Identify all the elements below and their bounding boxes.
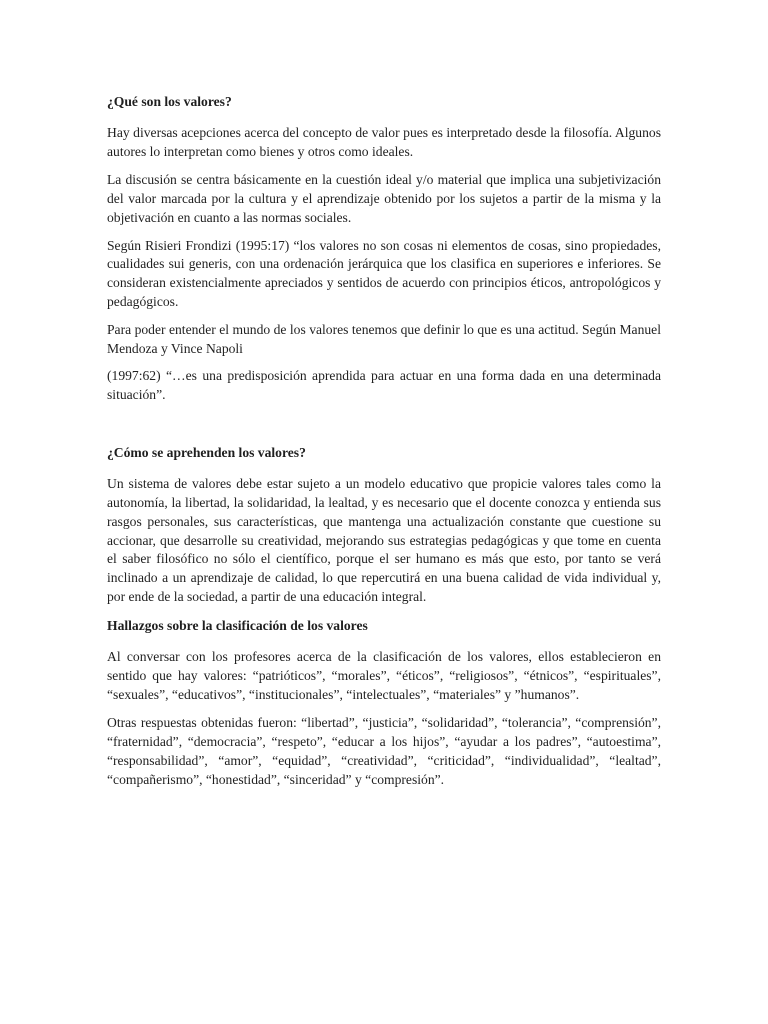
section-como-se-aprehenden: [107, 443, 661, 607]
section-que-son-los-valores: [107, 92, 661, 405]
blank-line: [107, 414, 661, 443]
paragraph: Al conversar con los profesores acerca de la clasificación de los valores, ellos establecieron en sentido que hay valores: “patrióticos”, “morales”, “éticos”, “religiosos”, “étnicos”, “espirituales”, “sexuales”, “educativos”, “institucionales”, “intelectuales”, “materiales” y ”humanos”.: [107, 649, 661, 702]
paragraph: Un sistema de valores debe estar sujeto a un modelo educativo que propicie valores tales como la autonomía, la libertad, la solidaridad, la lealtad, y es necesario que el docente conozca y entienda sus rasgos personales, sus características, que mantenga una actualización constante que cuestione su accionar, que desarrolle su creatividad, mejorando sus estrategias pedagógicas y que tome en cuenta el saber filosófico no sólo el científico, porque el ser humano es más que esto, por tanto se verá inclinado a un aprendizaje de calidad, lo que repercutirá en una buena calidad de vida individual y, por ende de la sociedad, a partir de una educación integral.: [107, 475, 661, 605]
paragraph: Según Risieri Frondizi (1995:17) “los valores no son cosas ni elementos de cosas, sino propiedades, cualidades sui generis, con una ordenación jerárquica que los clasifica en superiores e inferiores. Se consideran existencialmente apreciados y sentidos de acuerdo con principios éticos, antropológicos y pedagógicos.: [107, 237, 661, 310]
paragraph: Otras respuestas obtenidas fueron: “libertad”, “justicia”, “solidaridad”, “tolerancia”, “comprensión”, “fraternidad”, “democracia”, “respeto”, “educar a los hijos”, “ayudar a los padres”, “autoestima”, “responsabilidad”, “amor”, “equidad”, “creatividad”, “criticidad”, “individualidad”, “lealtad”, “compañerismo”, “honestidad”, “sinceridad” y “compresión”.: [107, 714, 661, 787]
section-heading: Hallazgos sobre la clasificación de los valores: [107, 618, 368, 634]
paragraph: La discusión se centra básicamente en la cuestión ideal y/o material que implica una subjetivización del valor marcada por la cultura y el aprendizaje obtenido por los sujetos a partir de la misma y la objetivación en cuanto a las normas sociales.: [107, 171, 661, 225]
paragraph: Para poder entender el mundo de los valores tenemos que definir lo que es una actitud. Según Manuel Mendoza y Vince Napoli: [107, 322, 661, 357]
section-heading: ¿Cómo se aprehenden los valores?: [107, 444, 306, 460]
paragraph: Hay diversas acepciones acerca del concepto de valor pues es interpretado desde la filosofía. Algunos autores lo interpretan como bienes y otros como ideales.: [107, 125, 661, 159]
section-heading: ¿Qué son los valores?: [107, 94, 232, 109]
paragraph: (1997:62) “…es una predisposición aprendida para actuar en una forma dada en una determinada situación”.: [107, 367, 661, 402]
section-hallazgos: [107, 616, 661, 789]
